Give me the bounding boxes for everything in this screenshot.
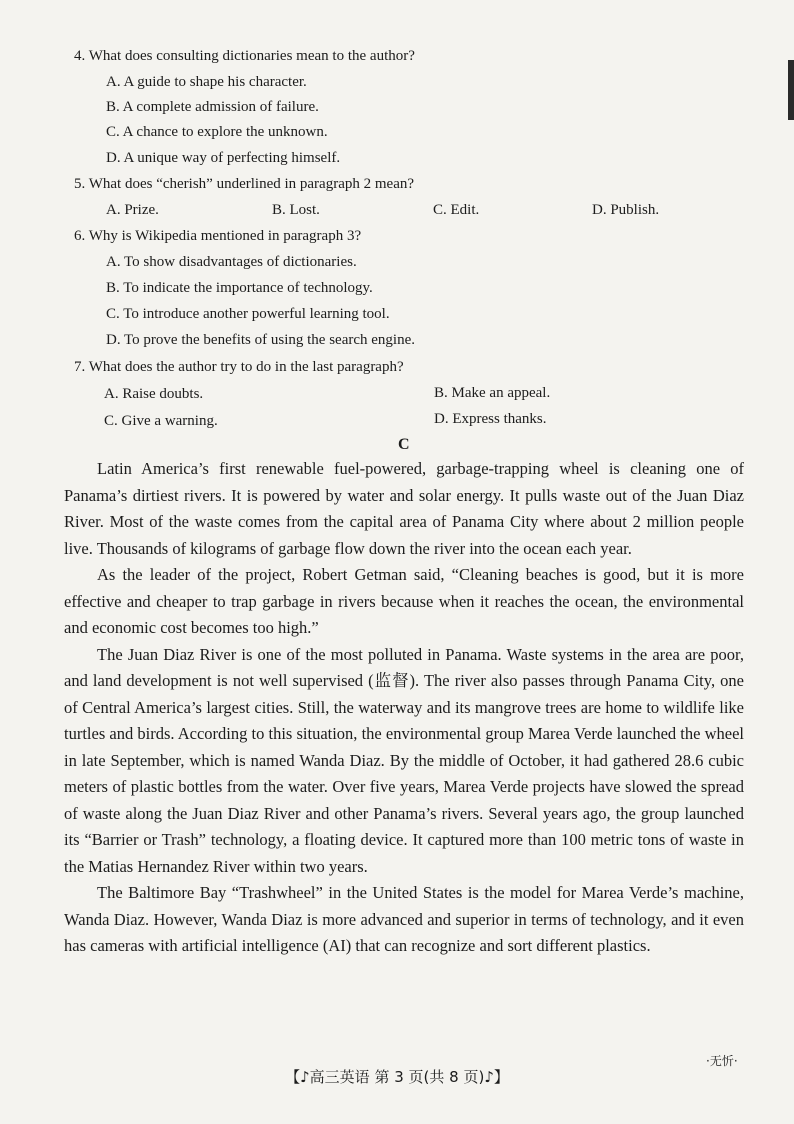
section-heading: C [398, 436, 410, 453]
scan-edge-mark [788, 60, 794, 120]
question-5-option-a: A. Prize. [106, 202, 159, 218]
footer-watermark: ·无忻· [706, 1054, 738, 1068]
question-6-option-c: C. To introduce another powerful learning tool. [106, 306, 390, 322]
question-5-option-b: B. Lost. [272, 202, 320, 218]
question-4-option-a: A. A guide to shape his character. [106, 74, 307, 90]
page-footer: 【♪高三英语 第 3 页(共 8 页)♪】 [285, 1068, 509, 1086]
question-4-option-b: B. A complete admission of failure. [106, 99, 319, 115]
question-5-stem: 5. What does “cherish” underlined in paragraph 2 mean? [74, 176, 415, 192]
passage-paragraph-1: Latin America’s first renewable fuel-powered, garbage-trapping wheel is cleaning one of Panama’s dirtiest rivers. It is powered by water and solar energy. It pulls waste out of the Juan Diaz River. Most of the waste comes from the capital area of Panama City where about 2 million people live. Thousands of kilograms of garbage flow down the river into the ocean each year. [64, 459, 744, 558]
question-5-option-d: D. Publish. [592, 202, 660, 218]
question-6-stem: 6. Why is Wikipedia mentioned in paragraph 3? [74, 228, 362, 244]
question-7-option-b: B. Make an appeal. [434, 385, 551, 401]
passage-paragraph-3: The Juan Diaz River is one of the most polluted in Panama. Waste systems in the area are poor, and land development is not well supervised (监督). The river also passes through Panama City, one of Central America’s largest cities. Still, the waterway and its mangrove trees are home to wildlife like turtles and birds. According to this situation, the environmental group Marea Verde launched the wheel in late September, which is named Wanda Diaz. By the middle of October, it had gathered 28.6 cubic meters of plastic bottles from the water. Over five years, Marea Verde projects have slowed the spread of waste along the Juan Diaz River and other Panama’s rivers. Several years ago, the group launched its “Barrier or Trash” technology, a floating device. It captured more than 100 metric tons of waste in the Matias Hernandez River within two years. [64, 644, 744, 876]
question-5-option-c: C. Edit. [433, 202, 480, 218]
question-7-option-c: C. Give a warning. [104, 413, 218, 429]
passage-paragraph-2: As the leader of the project, Robert Getman said, “Cleaning beaches is good, but it is more effective and cheaper to trap garbage in rivers because when it reaches the ocean, the environmental and economic cost becomes too high.” [64, 565, 744, 637]
question-4-option-c: C. A chance to explore the unknown. [106, 124, 328, 140]
question-6-option-d: D. To prove the benefits of using the search engine. [106, 332, 416, 348]
question-4-option-d: D. A unique way of perfecting himself. [106, 150, 341, 166]
question-6-option-b: B. To indicate the importance of technology. [106, 280, 373, 296]
question-7-option-a: A. Raise doubts. [104, 386, 204, 402]
question-6-option-a: A. To show disadvantages of dictionaries. [106, 254, 357, 270]
question-4-stem: 4. What does consulting dictionaries mean to the author? [74, 48, 415, 64]
passage-paragraph-4: The Baltimore Bay “Trashwheel” in the United States is the model for Marea Verde’s machine, Wanda Diaz. However, Wanda Diaz is more advanced and superior in terms of technology, and it even has cameras with artificial intelligence (AI) that can recognize and sort different plastics. [64, 883, 744, 955]
question-7-stem: 7. What does the author try to do in the last paragraph? [74, 359, 404, 375]
question-7-option-d: D. Express thanks. [434, 411, 547, 427]
passage [64, 456, 744, 960]
